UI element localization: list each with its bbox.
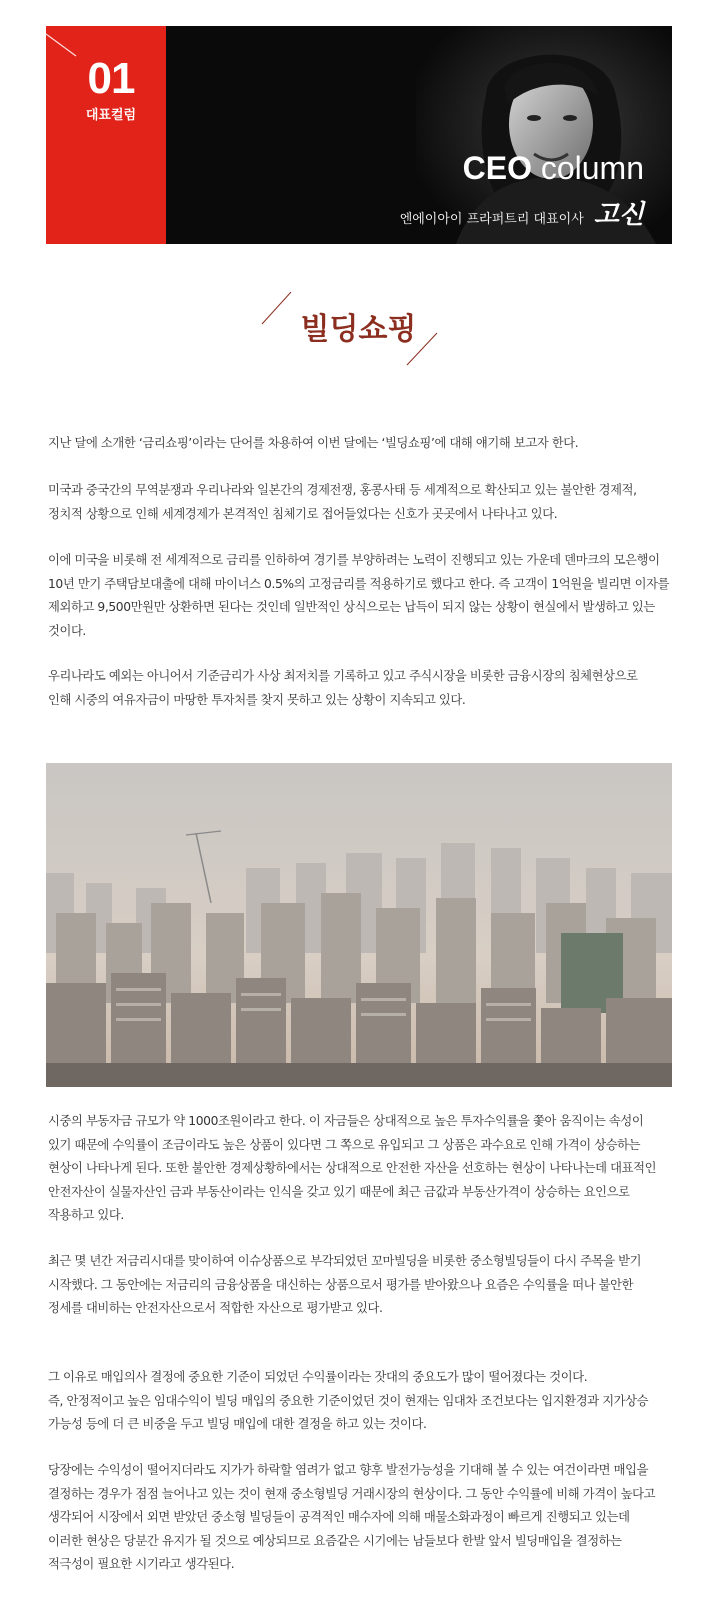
section-number-block — [46, 26, 166, 244]
paragraph-4: 우리나라도 예외는 아니어서 기준금리가 사상 최저치를 기록하고 있고 주식시장을 비롯한 금융시장의 침체현상으로 인해 시중의 여유자금이 마땅한 투자처를 찾지 못하고 있는 상황이 지속되고 있다. — [48, 669, 638, 707]
title-ceo: CEO — [462, 150, 532, 186]
ceo-column-banner — [46, 26, 672, 244]
section-label: 대표컬럼 — [85, 108, 137, 123]
paragraph-6: 최근 몇 년간 저금리시대를 맞이하여 이슈상품으로 부각되었던 꼬마빌딩을 비롯한 중소형빌딩들이 다시 주목을 받기 시작했다. 그 동안에는 저금리의 금융상품을 대신하는 상품으로서 평가를 받아왔으나 요즘은 수익률을 떠나 불안한 정세를 대비하는 안전자산으로서 적합한 자산으로 평가받고 있다. — [48, 1254, 642, 1315]
paragraph-2: 미국과 중국간의 무역분쟁과 우리나라와 일본간의 경제전쟁, 홍콩사태 등 세계적으로 확산되고 있는 불안한 경제적, 정치적 상황으로 인해 세계경제가 본격적인 침체기로 접어들었다는 신호가 곳곳에서 나타나고 있다. — [48, 483, 637, 521]
author-byline — [400, 194, 644, 231]
city-skyline-photo — [46, 763, 672, 1087]
section-number: 01 — [87, 54, 135, 103]
paragraph-1: 지난 달에 소개한 ‘금리쇼핑’이라는 단어를 차용하여 이번 달에는 ‘빌딩쇼핑’에 대해 얘기해 보고자 한다. — [48, 436, 579, 450]
article-title: 빌딩쇼핑 — [300, 312, 417, 347]
author-organization: 엔에이아이 프라퍼트리 대표이사 — [399, 212, 584, 227]
title-column: column — [540, 150, 644, 186]
paragraph-5: 시중의 부동자금 규모가 약 1000조원이라고 한다. 이 자금들은 상대적으로 높은 투자수익률을 쫓아 움직이는 속성이 있기 때문에 수익률이 조금이라도 높은 상품이 있다면 그 쪽으로 유입되고 그 상품은 과수요로 인해 가격이 상승하는 현상이 나타나게 된다. 또한 불안한 경제상황하에서는 상대적으로 안전한 자산을 선호하는 현상이 나타나는데 대표적인 안전자산이 실물자산인 금과 부동산이라는 인식을 갖고 있기 때문에 최근 금값과 부동산가격이 상승하는 요인으로 작용하고 있다. — [48, 1114, 657, 1222]
article-heading — [0, 292, 717, 372]
paragraph-7: 그 이유로 매입의사 결정에 중요한 기준이 되었던 수익률이라는 잣대의 중요도가 많이 떨어졌다는 것이다. 즉, 안정적이고 높은 임대수익이 빌딩 매입의 중요한 기준이었던 것이 현재는 임대차 조건보다는 입지환경과 지가상승 가능성 등에 더 큰 비중을 두고 빌딩 매입에 대한 결정을 하고 있는 것이다. — [48, 1370, 649, 1431]
author-signature: 고신 — [593, 200, 644, 230]
paragraph-3: 이에 미국을 비롯해 전 세계적으로 금리를 인하하여 경기를 부양하려는 노력이 진행되고 있는 가운데 덴마크의 모은행이 10년 만기 주택담보대출에 대해 마이너스 0.5%의 고정금리를 적용하기로 했다고 한다. 즉 고객이 1억원을 빌리면 이자를 제외하고 9,500만원만 상환하면 된다는 것인데 일반적인 상식으로는 납득이 되지 않는 상황이 현실에서 발생하고 있는 것이다. — [48, 553, 670, 638]
paragraph-8: 당장에는 수익성이 떨어지더라도 지가가 하락할 염려가 없고 향후 발전가능성을 기대해 볼 수 있는 여건이라면 매입을 결정하는 경우가 점점 늘어나고 있는 것이 현재 중소형빌딩 거래시장의 현상이다. 그 동안 수익률에 비해 가격이 높다고 생각되어 시장에서 외면 받았던 중소형 빌딩들이 공격적인 매수자에 의해 매물소화과정이 빠르게 진행되고 있는데 이러한 현상은 당분간 유지가 될 것으로 예상되므로 요즘같은 시기에는 남들보다 한발 앞서 빌딩매입을 결정하는 적극성이 필요한 시기라고 생각된다. — [48, 1463, 656, 1571]
ceo-column-title — [463, 150, 644, 187]
